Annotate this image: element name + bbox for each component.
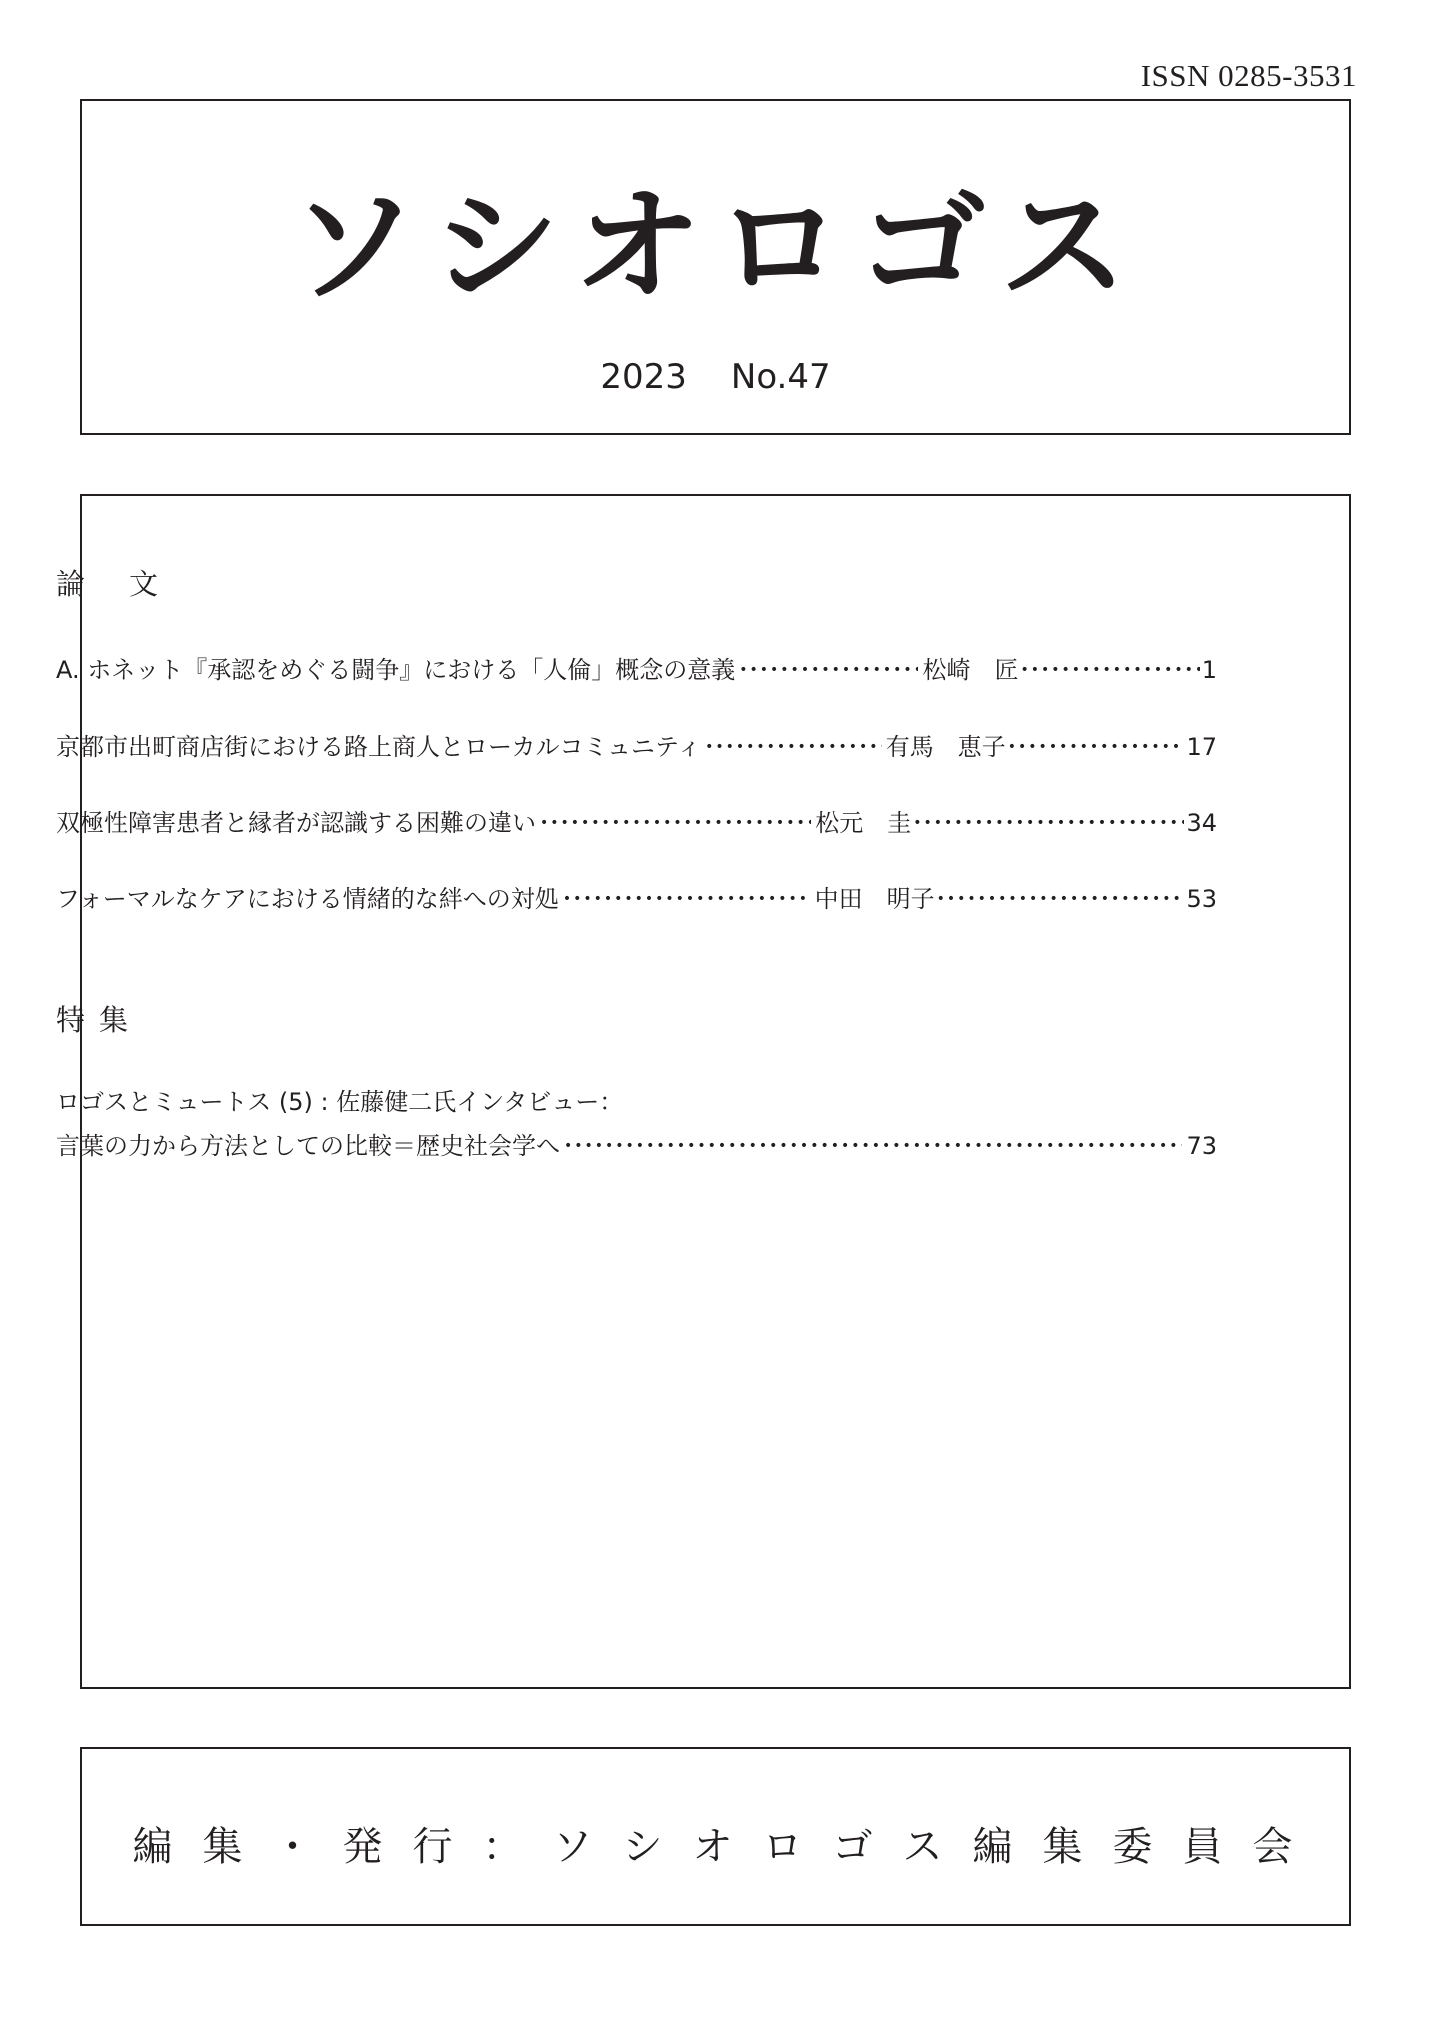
section-heading-special: 特集 — [56, 1003, 143, 1037]
dot-leader — [563, 885, 811, 913]
issn-number: ISSN 0285-3531 — [1140, 58, 1357, 93]
toc-entry-title-line2: 言葉の力から方法としての比較＝歴史社会学へ — [56, 1132, 560, 1160]
toc-entry-author: 松元 圭 — [815, 809, 912, 837]
dot-leader — [913, 809, 1184, 837]
publisher-box — [80, 1747, 1351, 1926]
toc-entry-title: 京都市出町商店街における路上商人とローカルコミュニティ — [56, 733, 702, 761]
journal-title: ソシオロゴス — [289, 174, 1142, 321]
toc-entry-title: A. ホネット『承認をめぐる闘争』における「人倫」概念の意義 — [56, 656, 736, 684]
title-box — [80, 99, 1351, 435]
toc-entry-page: 1 — [1201, 656, 1217, 684]
toc-entry-author: 有馬 恵子 — [885, 733, 1006, 761]
section-heading-articles: 論文 — [56, 567, 203, 601]
dot-leader — [1020, 656, 1199, 684]
toc-entry-title: 双極性障害患者と縁者が認識する困難の違い — [56, 809, 536, 837]
dot-leader — [937, 885, 1185, 913]
toc-entry-page: 34 — [1186, 809, 1217, 837]
publisher-credit: 編集・発行：ソシオロゴス編集委員会 — [132, 1824, 1323, 1870]
issue-info — [82, 357, 1349, 397]
dot-leader — [739, 656, 918, 684]
toc-entry-page: 53 — [1186, 885, 1217, 913]
dot-leader — [540, 809, 811, 837]
toc-entry-page: 17 — [1186, 733, 1217, 761]
toc-entry-author: 中田 明子 — [814, 885, 935, 913]
toc-entry[interactable] — [56, 1126, 1217, 1162]
issue-number: No.47 — [730, 357, 831, 397]
toc-entry-author: 松崎 匠 — [922, 656, 1019, 684]
toc-entry[interactable] — [56, 803, 1217, 839]
toc-entry-title: フォーマルなケアにおける情緒的な絆への対処 — [56, 885, 559, 913]
toc-entry[interactable] — [56, 650, 1217, 686]
dot-leader — [705, 733, 882, 761]
toc-entry-title-line1[interactable]: ロゴスとミュートス (5) : 佐藤健二氏インタビュー： — [56, 1088, 624, 1116]
toc-entry[interactable] — [56, 727, 1217, 763]
dot-leader — [564, 1132, 1182, 1160]
toc-entry-page: 73 — [1186, 1132, 1217, 1160]
issue-year: 2023 — [600, 357, 687, 397]
dot-leader — [1008, 733, 1185, 761]
toc-entry[interactable] — [56, 879, 1217, 915]
